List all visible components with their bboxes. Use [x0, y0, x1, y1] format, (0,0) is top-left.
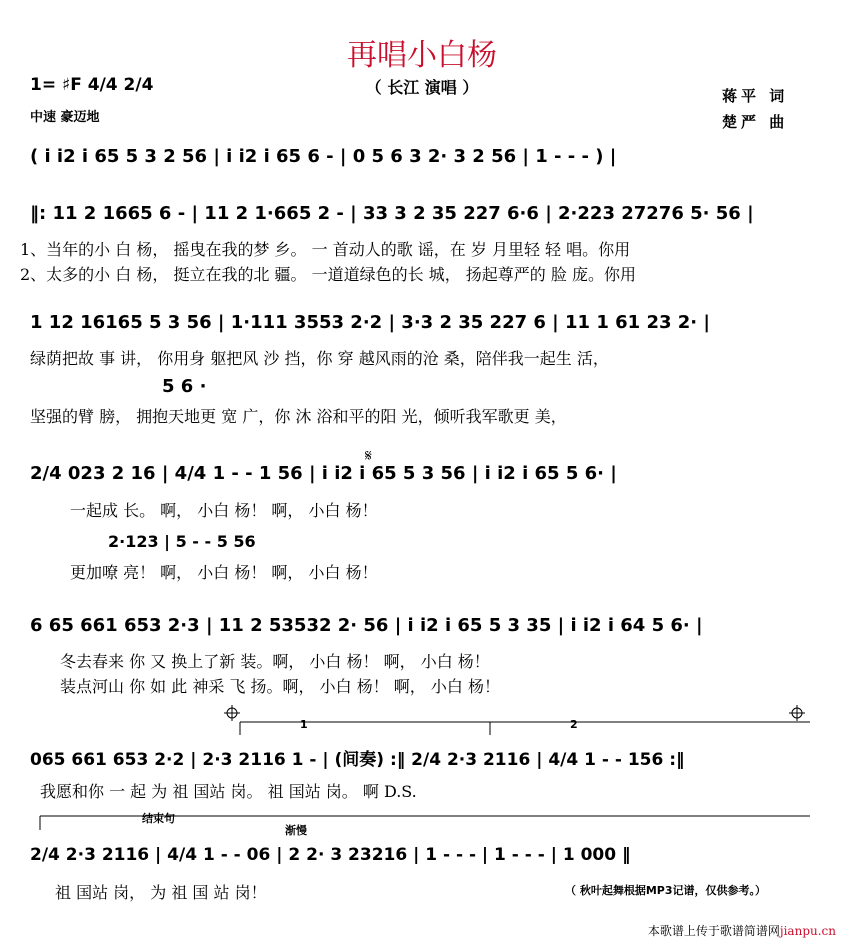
tempo-change-label: 渐慢 — [285, 824, 307, 837]
lyric-line-3-verse-2: 更加嘹 亮！ 啊， 小白 杨！ 啊， 小白 杨！ — [70, 563, 378, 582]
footer-credit — [648, 922, 836, 939]
notation-row-4: 6 65 661 653 2·3 | 11 2 53532 2· 56 | i i2 i 65 5 3 35 | i i2 i 64 5 6· | — [30, 615, 703, 636]
notation-row-1: ‖: 11 2 1665 6 - | 11 2 1·665 2 - | 33 3 2 35 227 6·6 | 2·223 27276 5· 56 | — [30, 203, 754, 224]
song-title: 再唱小白杨 — [347, 38, 497, 73]
alternate-notation-3: 2·123 | 5 - - 5 56 — [108, 532, 256, 551]
ending-label: 结束句 — [142, 812, 175, 825]
singer-credit: （ 长江 演唱 ） — [365, 78, 479, 97]
notation-row-3: 2/4 023 2 16 | 4/4 1 - - 1 56 | i i2 i 65 5 3 56 | i i2 i 65 5 6· | — [30, 463, 617, 484]
volta-2-label: 2 — [570, 718, 578, 731]
footer-site: jianpu.cn — [779, 924, 836, 938]
notation-row-2: 1 12 16165 5 3 56 | 1·111 3553 2·2 | 3·3 2 35 227 6 | 11 1 61 23 2· | — [30, 312, 710, 333]
notation-row-5: 065 661 653 2·2 | 2·3 2116 1 - | (间奏) :‖ 2/4 2·3 2116 | 4/4 1 - - 156 :‖ — [30, 750, 685, 770]
lyric-line-2-verse-1: 绿荫把故 事 讲， 你用身 躯把风 沙 挡，你 穿 越风雨的沧 桑，陪伴我一起生 活， — [30, 349, 609, 368]
composer-credit: 楚严 曲 — [722, 113, 789, 131]
lyric-line-4-verse-2: 装点河山 你 如 此 神采 飞 扬。啊， 小白 杨！ 啊， 小白 杨！ — [60, 677, 500, 696]
notation-row-0: ( i i2 i 65 5 3 2 56 | i i2 i 65 6 - | 0 5 6 3 2· 3 2 56 | 1 - - - ) | — [30, 146, 617, 167]
footer-text: 本歌谱上传于歌谱简谱网 — [647, 924, 780, 938]
notation-row-6: 2/4 2·3 2116 | 4/4 1 - - 06 | 2 2· 3 23216 | 1 - - - | 1 - - - | 1 000 ‖ — [30, 845, 631, 865]
tempo-marking: 中速 豪迈地 — [30, 110, 100, 125]
transcription-note: （ 秋叶起舞根据MP3记谱，仅供参考。） — [565, 884, 766, 897]
lyric-line-1-verse-2: 2、太多的小 白 杨， 挺立在我的北 疆。 一道道绿色的长 城， 扬起尊严的 脸 庞。你用 — [20, 265, 636, 284]
lyric-line-6: 祖 国站 岗， 为 祖 国 站 岗！ — [55, 883, 267, 902]
lyric-line-4-verse-1: 冬去春来 你 又 换上了新 装。啊， 小白 杨！ 啊， 小白 杨！ — [60, 652, 490, 671]
lyric-line-1-verse-1: 1、当年的小 白 杨， 摇曳在我的梦 乡。 一 首动人的歌 谣，在 岁 月里轻 轻 唱。你用 — [20, 240, 631, 259]
volta-1-label: 1 — [300, 718, 308, 731]
key-signature: 1= ♯F 4/4 2/4 — [30, 75, 154, 95]
alternate-notation-2: 5 6 · — [162, 376, 207, 397]
lyric-line-2-verse-2: 坚强的臂 膀， 拥抱天地更 宽 广，你 沐 浴和平的阳 光，倾听我军歌更 美， — [30, 407, 567, 426]
lyric-line-5: 我愿和你 一 起 为 祖 国站 岗。 祖 国站 岗。 啊 D.S. — [40, 782, 417, 801]
segno-sign: 𝄋 — [365, 446, 372, 465]
lyric-line-3-verse-1: 一起成 长。 啊， 小白 杨！ 啊， 小白 杨！ — [70, 501, 378, 520]
lyricist-credit: 蒋平 词 — [722, 87, 789, 105]
